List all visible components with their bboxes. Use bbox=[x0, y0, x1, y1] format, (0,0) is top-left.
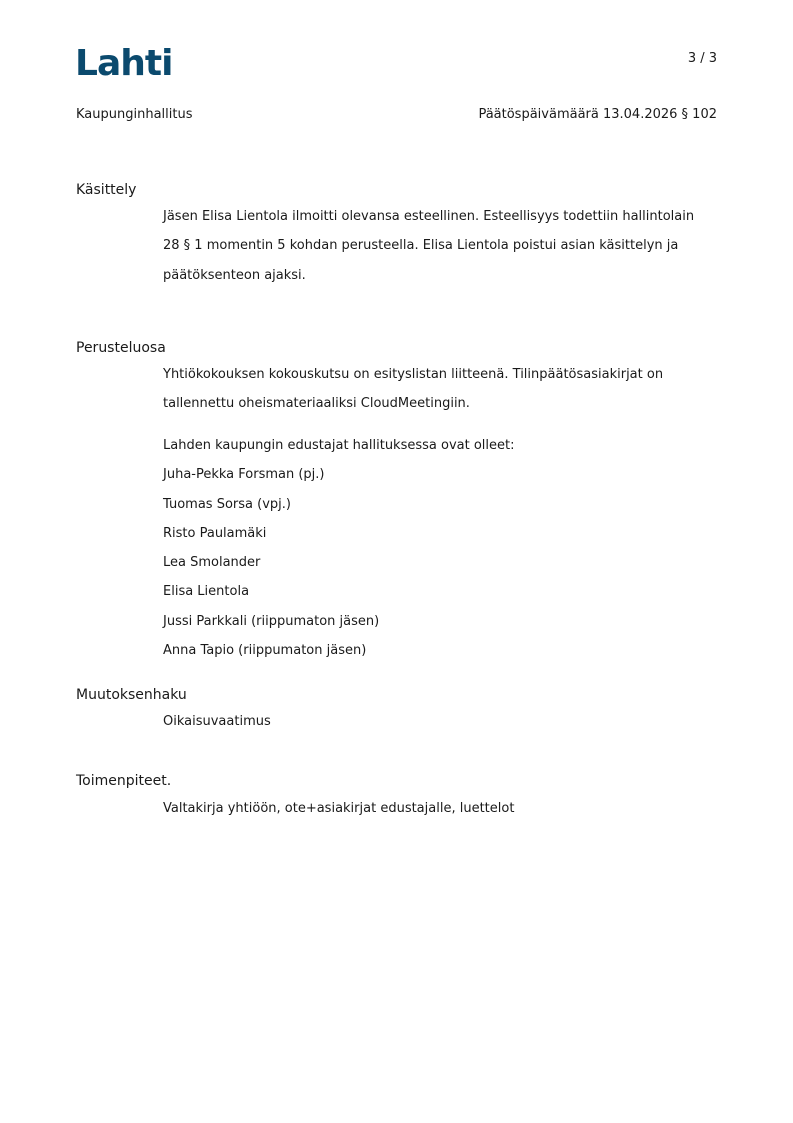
heading-toimenpiteet: Toimenpiteet. bbox=[76, 773, 172, 789]
heading-kasittely: Käsittely bbox=[76, 182, 137, 198]
member-item: Tuomas Sorsa (vpj.) bbox=[163, 496, 291, 512]
members-intro: Lahden kaupungin edustajat hallituksessa ovat olleet: bbox=[163, 438, 515, 453]
text-line: tallennettu oheismateriaaliksi CloudMeetingiin. bbox=[163, 396, 470, 412]
decision-date: Päätöspäivämäärä 13.04.2026 § 102 bbox=[478, 107, 717, 122]
perusteluosa-text bbox=[163, 360, 723, 419]
members-list bbox=[163, 431, 723, 665]
kasittely-text bbox=[163, 202, 723, 290]
member-item: Elisa Lientola bbox=[163, 584, 250, 600]
heading-perusteluosa: Perusteluosa bbox=[76, 340, 166, 356]
text-line: Oikaisuvaatimus bbox=[163, 714, 271, 729]
member-item: Lea Smolander bbox=[163, 555, 261, 571]
text-line: Jäsen Elisa Lientola ilmoitti olevansa esteellinen. Esteellisyys todettiin hallintolain bbox=[163, 209, 695, 224]
text-line: päätöksenteon ajaksi. bbox=[163, 267, 306, 283]
member-item: Jussi Parkkali (riippumaton jäsen) bbox=[163, 613, 380, 629]
lahti-logo: Lahti bbox=[75, 43, 173, 84]
organization-name: Kaupunginhallitus bbox=[76, 107, 193, 122]
text-line: 28 § 1 momentin 5 kohdan perusteella. Elisa Lientola poistui asian käsittelyn ja bbox=[163, 238, 679, 254]
page-number: 3 / 3 bbox=[687, 51, 717, 66]
text-line: Valtakirja yhtiöön, ote+asiakirjat edustajalle, luettelot bbox=[163, 801, 515, 816]
muutoksenhaku-text bbox=[163, 707, 723, 736]
member-item: Risto Paulamäki bbox=[163, 525, 267, 541]
text-line: Yhtiökokouksen kokouskutsu on esityslistan liitteenä. Tilinpäätösasiakirjat on bbox=[163, 367, 664, 382]
heading-muutoksenhaku: Muutoksenhaku bbox=[76, 687, 187, 703]
member-item: Juha-Pekka Forsman (pj.) bbox=[163, 467, 325, 483]
member-item: Anna Tapio (riippumaton jäsen) bbox=[163, 643, 367, 659]
toimenpiteet-text bbox=[163, 794, 723, 823]
